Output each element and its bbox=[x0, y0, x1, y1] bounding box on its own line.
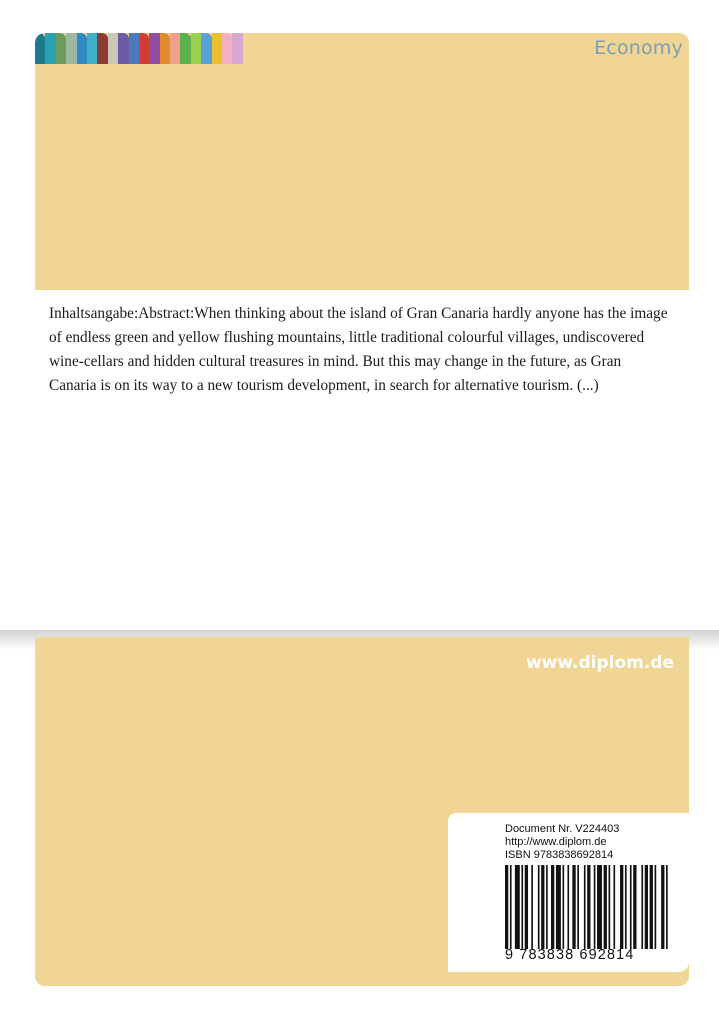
document-url: http://www.diplom.de bbox=[505, 836, 607, 848]
color-stripe bbox=[45, 33, 55, 64]
barcode-bar bbox=[577, 865, 579, 949]
barcode-bar bbox=[584, 865, 586, 949]
color-stripe bbox=[129, 33, 139, 64]
barcode-bar bbox=[594, 865, 596, 949]
barcode-bar bbox=[538, 865, 540, 949]
color-stripe bbox=[139, 33, 149, 64]
isbn-number: ISBN 9783838692814 bbox=[505, 849, 614, 861]
category-label: Economy bbox=[594, 37, 683, 59]
barcode-bar bbox=[510, 865, 512, 949]
cover-top-panel bbox=[35, 33, 689, 290]
color-stripe bbox=[66, 33, 76, 64]
barcode-bar bbox=[633, 865, 636, 949]
color-stripe bbox=[77, 33, 87, 64]
barcode-bar bbox=[556, 865, 561, 949]
color-stripe bbox=[180, 33, 190, 64]
abstract-text: Inhaltsangabe:Abstract:When thinking about the island of Gran Canaria hardly anyone has the image of endless green and yellow flushing mountains, little traditional colourful villages, undiscovered wine-cellars and hidden cultural treasures in mind. But this may change in the future, as Gran Canaria is on its way to a new tourism development, in search for alternative tourism. (...) bbox=[49, 305, 668, 394]
color-stripes bbox=[35, 33, 285, 64]
barcode-bar bbox=[650, 865, 653, 949]
color-stripe bbox=[97, 33, 107, 64]
color-stripe bbox=[35, 33, 45, 64]
color-stripe bbox=[87, 33, 97, 64]
barcode-bar bbox=[655, 865, 657, 949]
barcode-bar bbox=[551, 865, 554, 949]
barcode-bar bbox=[563, 865, 565, 949]
barcode-bar bbox=[609, 865, 611, 949]
barcode-graphic bbox=[505, 865, 671, 949]
barcode-bar bbox=[661, 865, 664, 949]
color-stripe bbox=[201, 33, 211, 64]
barcode-bar bbox=[525, 865, 528, 949]
barcode-bar bbox=[666, 865, 668, 949]
document-number: Document Nr. V224403 bbox=[505, 823, 620, 835]
barcode-bar bbox=[645, 865, 648, 949]
isbn-info-box bbox=[448, 813, 689, 972]
color-stripe bbox=[56, 33, 66, 64]
color-stripe bbox=[191, 33, 201, 64]
color-stripe bbox=[212, 33, 222, 64]
barcode-bar bbox=[515, 865, 520, 949]
barcode-digits: 9 783838 692814 bbox=[505, 947, 635, 963]
publisher-website: www.diplom.de bbox=[525, 653, 674, 673]
color-stripe bbox=[108, 33, 118, 64]
barcode-bar bbox=[620, 865, 623, 949]
color-stripe bbox=[118, 33, 128, 64]
barcode-bar bbox=[567, 865, 569, 949]
color-stripe bbox=[160, 33, 170, 64]
barcode-bar bbox=[572, 865, 575, 949]
barcode-bar bbox=[641, 865, 643, 949]
barcode-bar bbox=[505, 865, 508, 949]
cover-bottom-panel bbox=[35, 637, 689, 986]
color-stripe bbox=[222, 33, 232, 64]
barcode-bar bbox=[613, 865, 615, 949]
barcode-bar bbox=[546, 865, 548, 949]
barcode-bar bbox=[541, 865, 544, 949]
barcode-bar bbox=[521, 865, 523, 949]
barcode-bar bbox=[597, 865, 602, 949]
barcode-bar bbox=[625, 865, 627, 949]
color-stripe bbox=[170, 33, 180, 64]
color-stripe bbox=[149, 33, 159, 64]
barcode-bar bbox=[630, 865, 632, 949]
barcode-bar bbox=[531, 865, 533, 949]
barcode-bar bbox=[587, 865, 590, 949]
color-stripe bbox=[232, 33, 242, 64]
barcode-bar bbox=[604, 865, 607, 949]
